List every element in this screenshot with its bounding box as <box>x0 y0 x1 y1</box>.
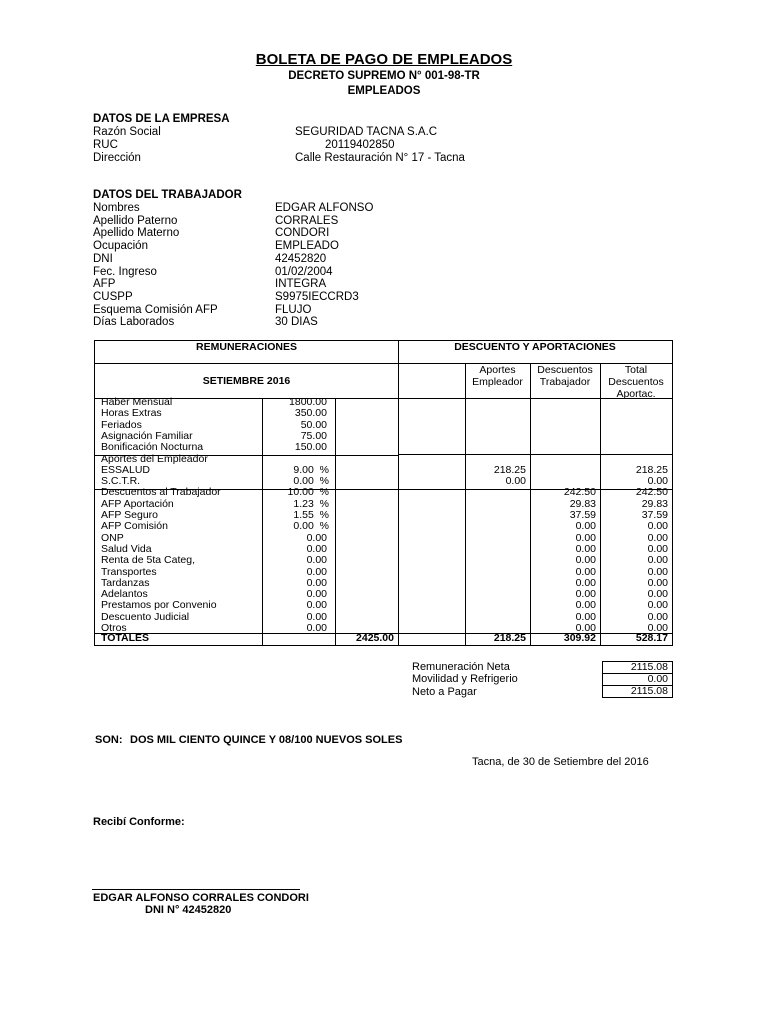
row-concept: Bonificación Nocturna <box>101 441 204 454</box>
category-subtitle: EMPLEADOS <box>347 85 421 97</box>
row-value: 75.00 <box>300 429 327 442</box>
worker-value: INTEGRA <box>275 278 327 291</box>
row-value: 0.00 <box>306 610 327 623</box>
worker-label: CUSPP <box>93 290 133 303</box>
signature-dni: DNI N° 42452820 <box>145 904 232 916</box>
worker-value: S9975IECCRD3 <box>275 290 359 303</box>
row-aportes: 0.00 <box>505 475 526 488</box>
worker-value: CORRALES <box>275 214 339 227</box>
row-value: 1.55 % <box>293 509 329 521</box>
worker-label: Apellido Materno <box>93 227 180 240</box>
row-value: 0.00 <box>306 599 327 612</box>
mobility-value: 0.00 <box>602 673 673 686</box>
amount-in-words: DOS MIL CIENTO QUINCE Y 08/100 NUEVOS SOLES <box>130 734 403 746</box>
row-concept: Horas Extras <box>101 407 162 420</box>
worker-label: Esquema Comisión AFP <box>93 303 218 316</box>
worker-value: CONDORI <box>275 227 330 240</box>
row-value: 150.00 <box>294 441 327 454</box>
summary-label: Neto a Pagar <box>412 686 477 698</box>
worker-label: Fec. Ingreso <box>93 265 157 278</box>
row-value: 0.00 <box>306 542 327 555</box>
remuneraciones-header: REMUNERACIONES <box>196 341 297 353</box>
row-concept: AFP Seguro <box>101 509 159 521</box>
row-descuentos: 0.00 <box>575 588 596 601</box>
row-value: 0.00 <box>306 588 327 601</box>
row-descuentos: 0.00 <box>575 610 596 623</box>
row-concept: Prestamos por Convenio <box>101 599 217 612</box>
worker-value: FLUJO <box>275 303 312 316</box>
company-label: Dirección <box>93 152 141 164</box>
worker-section-title: DATOS DEL TRABAJADOR <box>93 189 242 201</box>
son-label: SON: <box>95 734 123 746</box>
row-total: 0.00 <box>647 565 668 578</box>
period-header: SETIEMBRE 2016 <box>202 375 291 387</box>
row-total: 0.00 <box>647 520 668 533</box>
row-value: 10.00 % <box>287 486 329 499</box>
worker-label: Días Laborados <box>93 316 175 329</box>
row-value: 0.00 % <box>293 520 329 533</box>
row-concept: Adelantos <box>101 588 148 601</box>
row-concept: Descuentos al Trabajador <box>101 486 221 499</box>
row-descuentos: 0.00 <box>575 542 596 555</box>
worker-label: DNI <box>93 252 113 265</box>
row-total: 242.50 <box>635 486 668 499</box>
row-descuentos: 242.50 <box>563 486 596 499</box>
totals-total: 528.17 <box>635 632 668 644</box>
descuentos-trabajador-header: Descuentos Trabajador <box>537 364 593 388</box>
row-total: 0.00 <box>647 610 668 623</box>
row-descuentos: 0.00 <box>575 565 596 578</box>
row-concept: Tardanzas <box>101 576 150 589</box>
row-concept: AFP Aportación <box>101 497 174 510</box>
row-total: 29.83 <box>641 497 668 510</box>
row-concept: ONP <box>101 531 124 544</box>
row-descuentos: 0.00 <box>575 622 596 634</box>
row-total: 0.00 <box>647 576 668 589</box>
worker-label: Nombres <box>93 202 140 214</box>
row-concept: Transportes <box>101 565 157 578</box>
row-total: 0.00 <box>647 554 668 567</box>
net-pay-value: 2115.08 <box>602 661 673 674</box>
row-total: 218.25 <box>635 463 668 476</box>
row-total: 37.59 <box>641 509 668 521</box>
total-descuentos-header: Total Descuentos Aportac. <box>608 364 664 400</box>
payroll-table <box>94 340 673 646</box>
totals-label: TOTALES <box>101 632 150 644</box>
worker-value: 01/02/2004 <box>275 265 333 278</box>
totals-aportes: 218.25 <box>493 632 526 644</box>
company-value: Calle Restauración N° 17 - Tacna <box>295 152 465 164</box>
worker-label: Apellido Paterno <box>93 214 178 227</box>
row-value: 0.00 <box>306 576 327 589</box>
company-value: 20119402850 <box>325 139 395 151</box>
row-value: 0.00 <box>306 565 327 578</box>
aportes-empleador-header: Aportes Empleador <box>472 364 523 388</box>
row-value: 1800.00 <box>289 396 327 408</box>
worker-value: EMPLEADO <box>275 240 339 253</box>
row-value: 0.00 <box>306 531 327 544</box>
row-concept: Haber Mensual <box>101 396 173 408</box>
place-date: Tacna, de 30 de Setiembre del 2016 <box>472 756 649 768</box>
received-label: Recibí Conforme: <box>93 816 185 828</box>
row-value: 0.00 <box>306 554 327 567</box>
company-value: SEGURIDAD TACNA S.A.C <box>295 126 438 138</box>
summary-label: Remuneración Neta <box>412 661 510 673</box>
row-concept: Aportes del Empleador <box>101 452 208 465</box>
row-concept: S.C.T.R. <box>101 475 141 488</box>
row-descuentos: 0.00 <box>575 520 596 533</box>
row-total: 0.00 <box>647 588 668 601</box>
row-total: 0.00 <box>647 622 668 634</box>
neto-a-pagar-value: 2115.08 <box>602 685 673 698</box>
descuentos-header: DESCUENTO Y APORTACIONES <box>454 341 616 353</box>
row-total: 0.00 <box>647 599 668 612</box>
worker-label: AFP <box>93 278 116 291</box>
row-value: 0.00 % <box>293 475 329 488</box>
row-total: 0.00 <box>647 542 668 555</box>
row-aportes: 218.25 <box>493 463 526 476</box>
row-descuentos: 0.00 <box>575 576 596 589</box>
worker-value: EDGAR ALFONSO <box>275 202 374 214</box>
row-concept: AFP Comisión <box>101 520 168 533</box>
row-concept: Descuento Judicial <box>101 610 190 623</box>
worker-label: Ocupación <box>93 240 148 253</box>
row-descuentos: 37.59 <box>569 509 596 521</box>
row-descuentos: 0.00 <box>575 599 596 612</box>
totals-descuentos: 309.92 <box>563 632 596 644</box>
row-concept: Renta de 5ta Categ, <box>101 554 195 567</box>
row-concept: Salud Vida <box>101 542 152 555</box>
totals-remuneracion: 2425.00 <box>356 632 394 644</box>
row-descuentos: 29.83 <box>569 497 596 510</box>
row-total: 0.00 <box>647 475 668 488</box>
row-total: 0.00 <box>647 531 668 544</box>
summary-label: Movilidad y Refrigerio <box>412 673 518 685</box>
row-value: 9.00 % <box>293 463 329 476</box>
row-value: 50.00 <box>300 418 327 431</box>
company-section-title: DATOS DE LA EMPRESA <box>93 113 230 125</box>
document-title: BOLETA DE PAGO DE EMPLEADOS <box>255 51 513 68</box>
company-label: RUC <box>93 139 118 151</box>
worker-value: 42452820 <box>275 252 327 265</box>
company-label: Razón Social <box>93 126 161 138</box>
row-value: 350.00 <box>294 407 327 420</box>
worker-value: 30 DIAS <box>275 316 318 329</box>
row-value: 1.23 % <box>293 497 329 510</box>
row-concept: Feriados <box>101 418 142 431</box>
row-concept: Asignación Familiar <box>101 429 193 442</box>
row-descuentos: 0.00 <box>575 554 596 567</box>
signature-name: EDGAR ALFONSO CORRALES CONDORI <box>93 892 309 904</box>
row-descuentos: 0.00 <box>575 531 596 544</box>
row-value: 0.00 <box>306 622 327 634</box>
row-concept: Otros <box>101 622 127 634</box>
decree-subtitle: DECRETO SUPREMO N° 001-98-TR <box>288 70 480 82</box>
row-concept: ESSALUD <box>101 463 151 476</box>
signature-line <box>92 889 300 890</box>
